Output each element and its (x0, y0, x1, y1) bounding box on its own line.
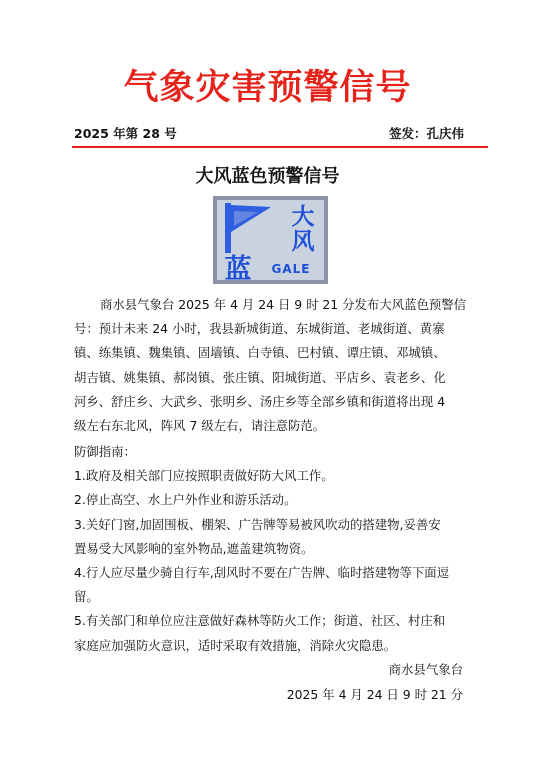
announcement-line: 商水县气象台 2025 年 4 月 24 日 9 时 21 分发布大风蓝色预警信 (100, 297, 467, 312)
signature-date: 2025 年 4 月 24 日 9 时 21 分 (286, 687, 463, 702)
guide-line: 家庭应加强防火意识，适时采取有效措施，消除火灾隐患。 (74, 637, 397, 653)
signal-char-feng: 风 (291, 229, 315, 255)
document-title: 大风蓝色预警信号 (195, 166, 340, 187)
masthead-title: 气象灾害预警信号 (123, 68, 412, 108)
gale-blue-warning-signal (213, 196, 328, 284)
announcement-line: 胡吉镇、姚集镇、郝岗镇、张庄镇、阳城街道、平店乡、袁老乡、化 (74, 369, 446, 385)
guide-line: 3.关好门窗,加固围板、棚架、广告牌等易被风吹动的搭建物,妥善安 (74, 516, 441, 532)
guide-line: 4.行人应尽量少骑自行车,刮风时不要在广告牌、临时搭建物等下面逗 (74, 565, 450, 581)
warning-signal-graphic (213, 196, 328, 284)
guide-line: 留。 (74, 589, 99, 605)
guide-line: 2.停止高空、水上户外作业和游乐活动。 (74, 492, 297, 508)
signal-char-da: 大 (291, 204, 315, 230)
signal-english-label: GALE (271, 262, 311, 276)
defense-guide (74, 440, 466, 658)
signer: 签发：孔庆伟 (388, 126, 464, 141)
announcement (74, 293, 466, 438)
guide-line: 置易受大风影响的室外物品,遮盖建筑物资。 (74, 540, 314, 556)
signature-org: 商水县气象台 (388, 662, 463, 677)
guide-line: 1.政府及相关部门应按照职责做好防大风工作。 (74, 468, 334, 484)
issue-number: 2025 年第 28 号 (74, 126, 177, 141)
signal-char-lan: 蓝 (224, 254, 252, 284)
red-divider (72, 146, 488, 148)
announcement-line: 河乡、舒庄乡、大武乡、张明乡、汤庄乡等全部乡镇和街道将出现 4 (74, 393, 446, 409)
guide-line: 5.有关部门和单位应注意做好森林等防火工作；街道、社区、村庄和 (74, 613, 446, 629)
announcement-line: 级左右东北风，阵风 7 级左右，请注意防范。 (74, 418, 326, 434)
announcement-line: 号：预计未来 24 小时，我县新城街道、东城街道、老城街道、黄寨 (74, 321, 445, 337)
meta-row (74, 126, 464, 142)
guide-heading: 防御指南： (74, 444, 136, 459)
announcement-line: 镇、练集镇、魏集镇、固墙镇、白寺镇、巴村镇、谭庄镇、邓城镇、 (74, 345, 446, 361)
